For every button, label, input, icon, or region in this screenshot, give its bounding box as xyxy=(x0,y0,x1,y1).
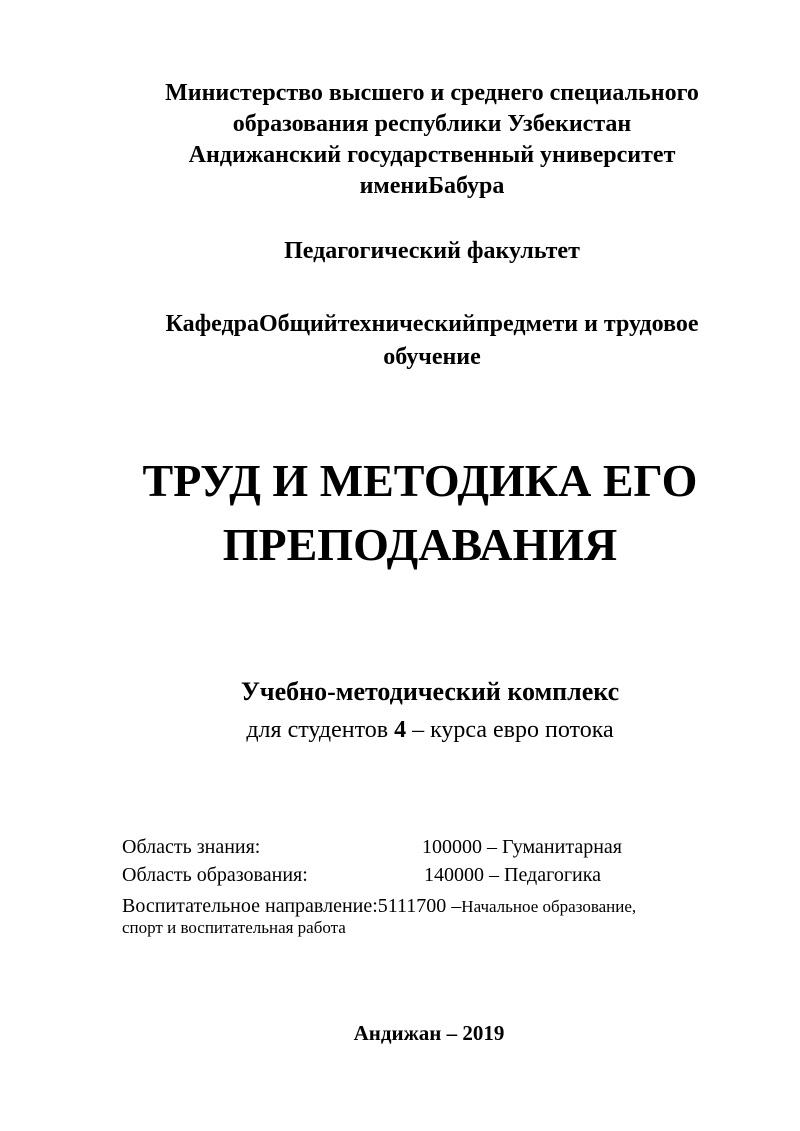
university-line: Андижанский государственный университет xyxy=(188,142,676,168)
ministry-line-2: образования республики Узбекистан xyxy=(232,111,632,137)
knowledge-area-row xyxy=(122,834,622,861)
direction-code: 5111700 – xyxy=(377,895,462,917)
education-area-row xyxy=(122,862,602,889)
audience-line xyxy=(0,713,800,747)
department-line-2: обучение xyxy=(383,344,481,370)
direction-value: Начальное образование, xyxy=(461,897,637,916)
direction-label: Воспитательное направление: xyxy=(122,895,378,917)
education-area-value: 140000 – Педагогика xyxy=(424,864,602,886)
faculty-name: Педагогический факультет xyxy=(284,238,580,264)
education-area-label: Область образования: xyxy=(122,864,308,886)
course-number: 4 xyxy=(394,717,407,743)
department-line-1: КафедраОбщийтехническийпредмети и трудовое xyxy=(165,311,699,337)
document-type: Учебно-методический комплекс xyxy=(240,677,620,706)
ministry-header xyxy=(0,78,800,202)
direction-value-continued: спорт и воспитательная работа xyxy=(122,918,346,937)
university-name-line: имениБабура xyxy=(359,173,505,199)
knowledge-area-label: Область знания: xyxy=(122,836,261,858)
department-name xyxy=(0,308,800,374)
document-title xyxy=(0,449,800,577)
document-title-line-1: ТРУД И МЕТОДИКА ЕГО xyxy=(142,455,698,506)
audience-prefix: для студентов xyxy=(246,717,395,743)
audience-suffix: – курса евро потока xyxy=(406,717,614,743)
document-title-line-2: ПРЕПОДАВАНИЯ xyxy=(222,519,618,570)
knowledge-area-value: 100000 – Гуманитарная xyxy=(422,836,622,858)
ministry-line-1: Министерство высшего и среднего специального xyxy=(165,80,699,106)
city-year: Андижан – 2019 xyxy=(353,1021,505,1045)
